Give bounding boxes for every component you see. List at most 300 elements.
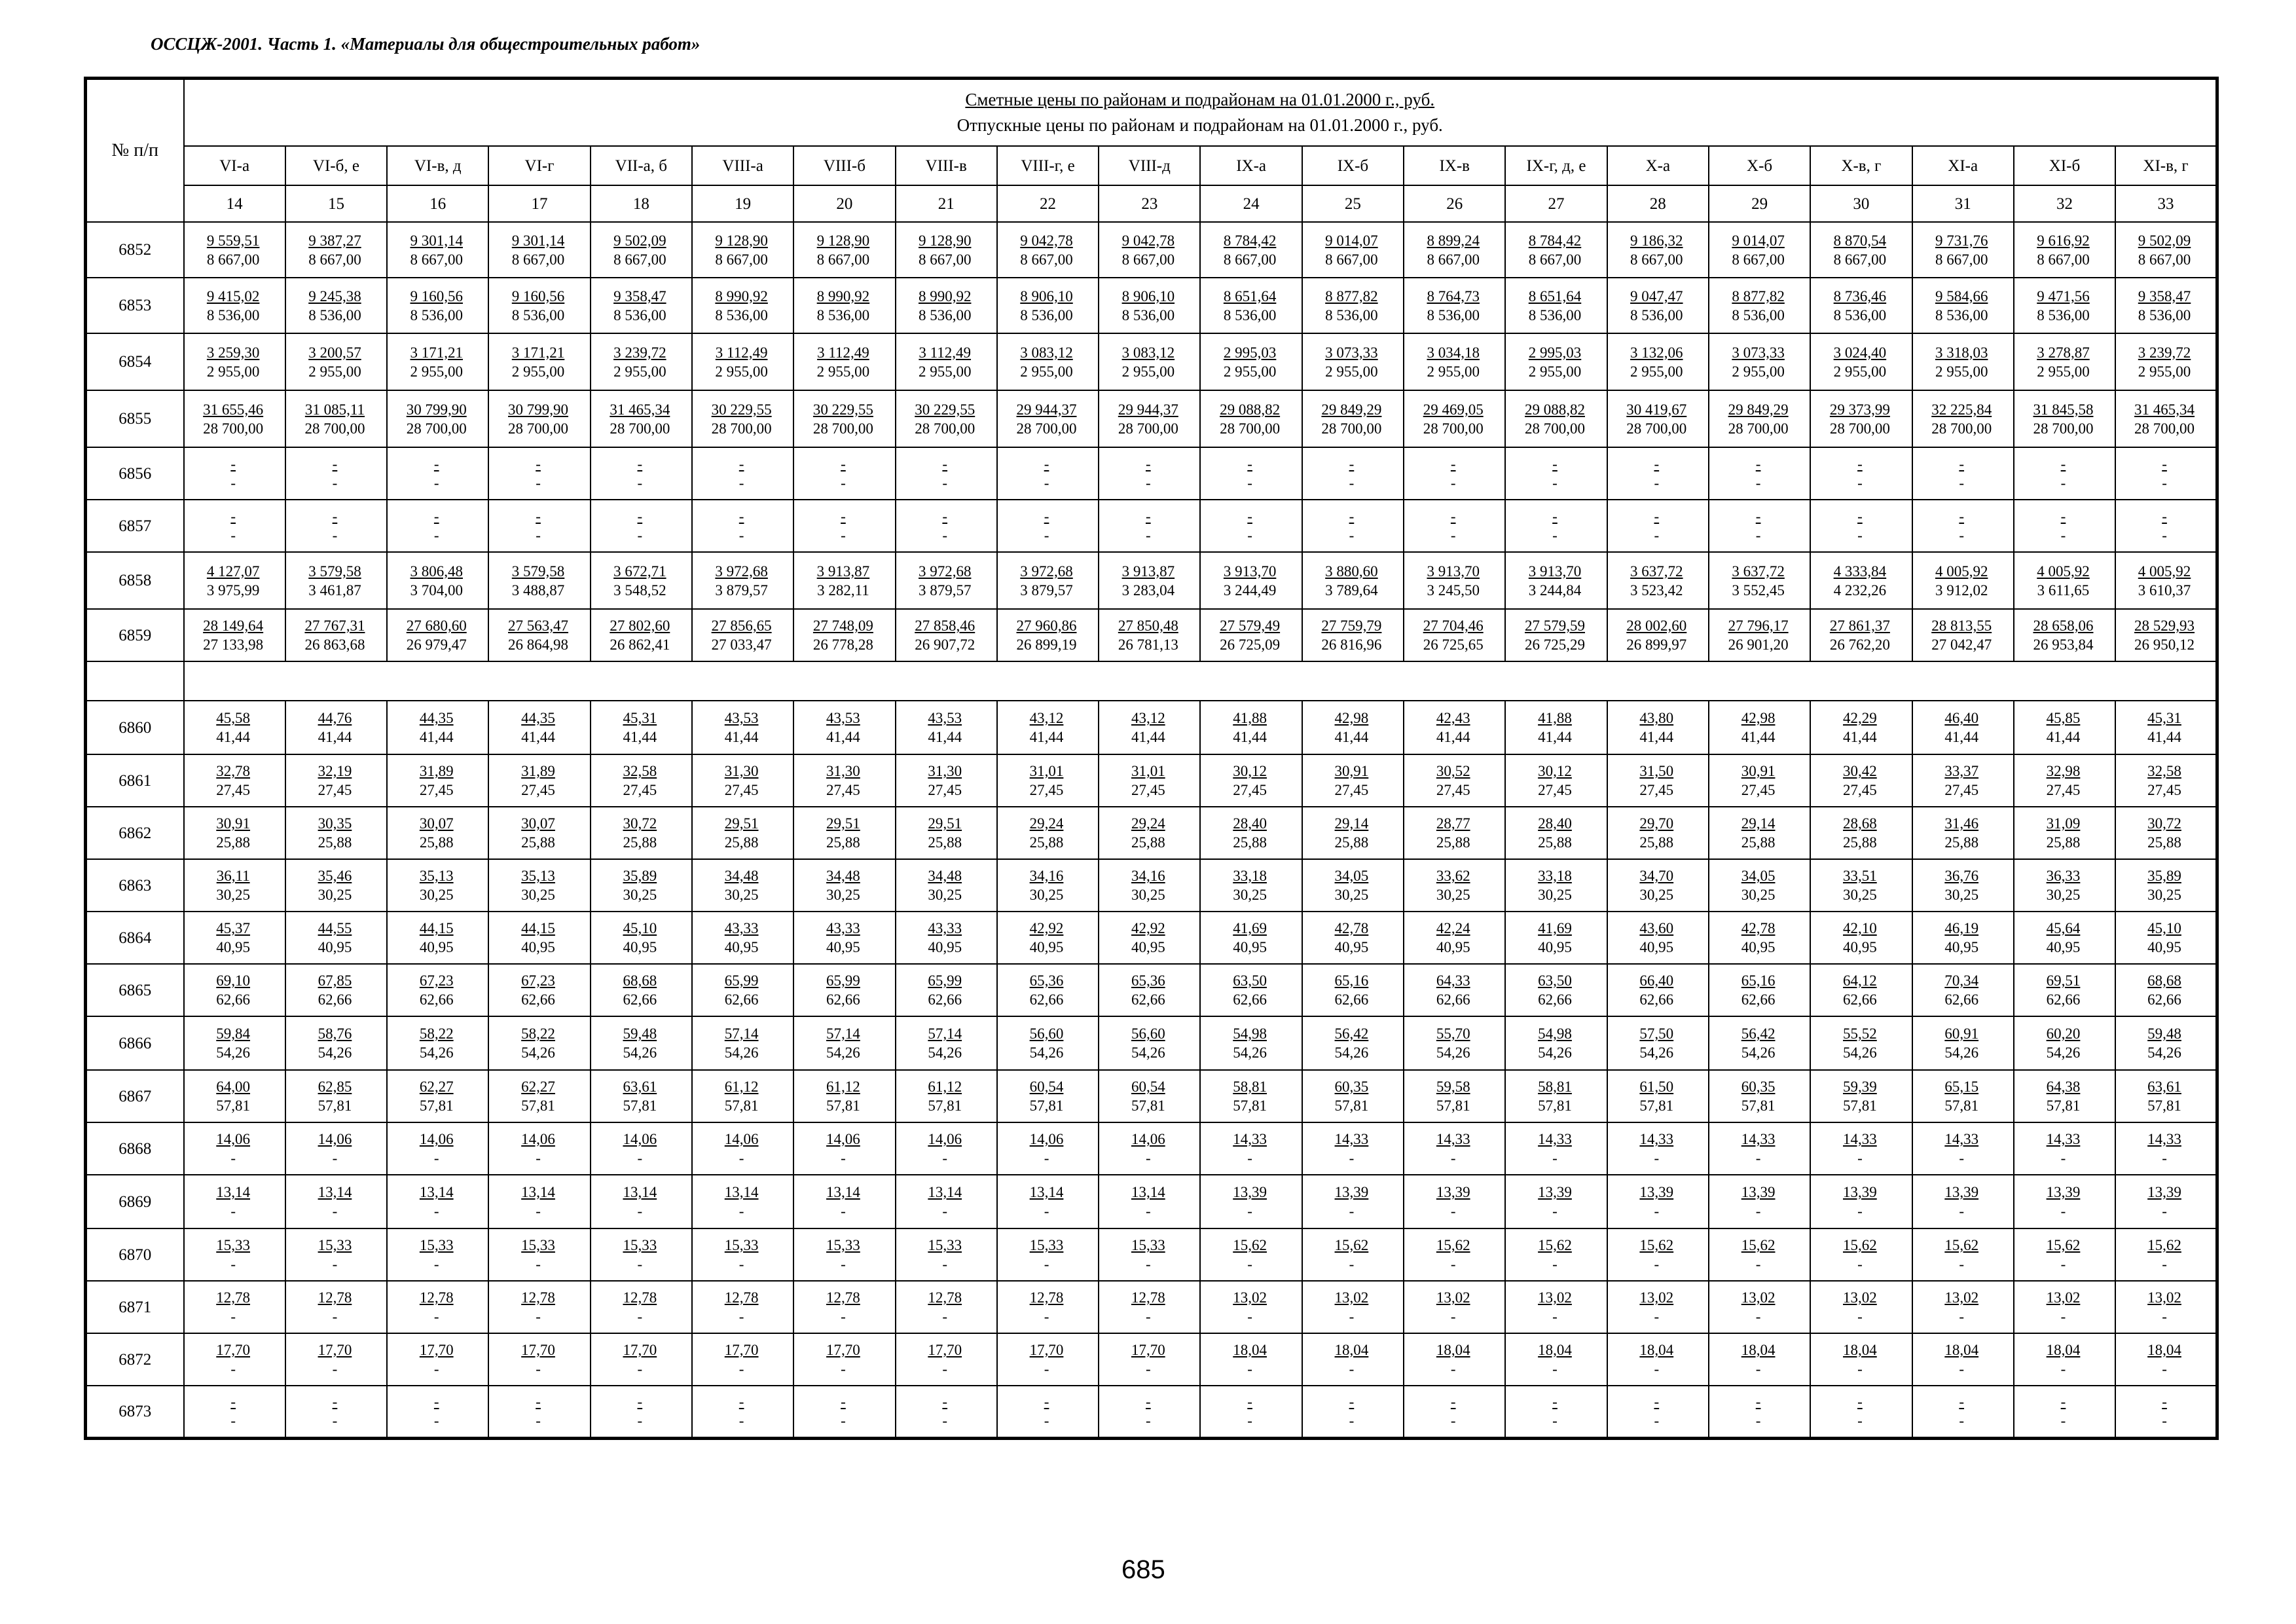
- price-cell: [1810, 278, 1912, 333]
- price-cell: [1302, 447, 1404, 500]
- estimate-price: 43,53: [928, 710, 962, 726]
- price-cell: [1709, 552, 1810, 609]
- zone-header: XI-а: [1912, 146, 2014, 185]
- price-cell: [1099, 390, 1200, 447]
- zone-header: XI-в, г: [2115, 146, 2217, 185]
- estimate-price: -: [738, 456, 744, 472]
- price-cell: [692, 754, 793, 807]
- release-price: -: [1349, 1361, 1355, 1377]
- estimate-price: -: [1654, 456, 1660, 472]
- price-cell: [1302, 1281, 1404, 1333]
- price-cell: [793, 552, 895, 609]
- estimate-price: 3 083,12: [1020, 344, 1073, 361]
- price-cell: [793, 278, 895, 333]
- price-cell: [1810, 964, 1912, 1016]
- price-cell: [285, 912, 387, 964]
- estimate-price: 27 748,09: [812, 618, 873, 634]
- estimate-price: 9 616,92: [2037, 232, 2090, 249]
- price-cell: [285, 333, 387, 390]
- price-cell: [692, 390, 793, 447]
- release-price: 57,81: [1029, 1098, 1064, 1114]
- price-cell: [896, 1228, 997, 1281]
- estimate-price: -: [942, 508, 948, 525]
- estimate-price: 29,51: [724, 815, 759, 832]
- release-price: 41,44: [724, 729, 759, 745]
- release-price: 8 667,00: [1223, 251, 1277, 268]
- price-cell: [896, 964, 997, 1016]
- price-cell: [488, 1070, 590, 1122]
- price-cell: [1200, 390, 1302, 447]
- estimate-price: -: [332, 508, 338, 525]
- release-price: 26 953,84: [2033, 637, 2094, 653]
- estimate-price: 28 658,06: [2033, 618, 2094, 634]
- estimate-price: 18,04: [1944, 1342, 1979, 1358]
- release-price: 41,44: [1843, 729, 1877, 745]
- price-cell: [997, 1228, 1099, 1281]
- estimate-price: 3 112,49: [715, 344, 768, 361]
- release-price: 28 700,00: [1829, 420, 1890, 437]
- estimate-price: 15,62: [1639, 1237, 1674, 1253]
- estimate-price: 3 913,70: [1528, 563, 1582, 580]
- release-price: 28 700,00: [1525, 420, 1585, 437]
- price-cell: [591, 807, 692, 859]
- price-cell: [488, 859, 590, 912]
- release-price: -: [1450, 1361, 1456, 1377]
- release-price: -: [332, 1308, 338, 1325]
- release-price: -: [942, 1203, 948, 1219]
- release-price: -: [1755, 1203, 1761, 1219]
- estimate-price: 29 849,29: [1321, 401, 1382, 418]
- release-price: -: [841, 1150, 846, 1166]
- row-number: 6860: [86, 701, 184, 754]
- estimate-price: 13,14: [419, 1184, 454, 1200]
- release-price: 62,66: [826, 991, 860, 1008]
- release-price: -: [1755, 1361, 1761, 1377]
- release-price: -: [1349, 527, 1355, 544]
- release-price: -: [332, 1412, 338, 1430]
- release-price: 30,25: [1131, 887, 1165, 903]
- price-cell: [591, 447, 692, 500]
- price-cell: [1099, 447, 1200, 500]
- estimate-price: 17,70: [216, 1342, 251, 1358]
- estimate-price: 33,62: [1436, 868, 1470, 884]
- release-price: 62,66: [1538, 991, 1572, 1008]
- price-cell: [1200, 964, 1302, 1016]
- price-cell: [387, 1333, 488, 1386]
- price-cell: [997, 964, 1099, 1016]
- price-cell: [591, 552, 692, 609]
- estimate-price: 45,31: [2147, 710, 2181, 726]
- release-price: -: [1959, 1203, 1965, 1219]
- release-price: -: [1450, 1150, 1456, 1166]
- release-price: 41,44: [216, 729, 251, 745]
- release-price: 27,45: [1029, 782, 1064, 798]
- price-cell: [1810, 1281, 1912, 1333]
- price-cell: [1912, 912, 2014, 964]
- estimate-price: 3 200,57: [308, 344, 361, 361]
- estimate-price: 30,42: [1843, 763, 1877, 779]
- column-number: 28: [1607, 185, 1709, 222]
- estimate-price: 46,19: [1944, 920, 1979, 936]
- price-cell: [1912, 1281, 2014, 1333]
- table-row: [86, 1122, 2217, 1175]
- release-price: 25,88: [928, 834, 962, 851]
- estimate-price: 9 160,56: [410, 287, 463, 304]
- release-price: 3 789,64: [1325, 581, 1378, 599]
- price-cell: [692, 1281, 793, 1333]
- zone-header: XI-б: [2014, 146, 2115, 185]
- estimate-price: 9 387,27: [308, 232, 361, 249]
- release-price: 40,95: [826, 939, 860, 955]
- release-price: 25,88: [216, 834, 251, 851]
- estimate-price: 62,85: [318, 1079, 352, 1095]
- release-price: -: [1247, 1412, 1252, 1430]
- price-cell: [1810, 390, 1912, 447]
- price-cell: [1709, 278, 1810, 333]
- price-cell: [1302, 1333, 1404, 1386]
- price-cell: [1810, 1175, 1912, 1228]
- estimate-price: 27 856,65: [711, 618, 772, 634]
- price-cell: [1505, 754, 1607, 807]
- release-price: -: [433, 1361, 439, 1377]
- release-price: -: [2162, 1203, 2167, 1219]
- estimate-price: 28 149,64: [203, 618, 264, 634]
- release-price: -: [433, 527, 439, 544]
- column-number: 18: [591, 185, 692, 222]
- zone-header: VI-а: [184, 146, 285, 185]
- release-price: -: [332, 1256, 338, 1272]
- release-price: 40,95: [521, 939, 555, 955]
- release-price: 2 955,00: [1020, 363, 1073, 380]
- price-cell: [184, 1228, 285, 1281]
- price-cell: [1709, 333, 1810, 390]
- estimate-price: 29,51: [928, 815, 962, 832]
- price-cell: [591, 1386, 692, 1438]
- release-price: -: [433, 1308, 439, 1325]
- estimate-price: 30 229,55: [915, 401, 975, 418]
- release-price: -: [1552, 475, 1558, 491]
- release-price: -: [2060, 1308, 2066, 1325]
- price-cell: [387, 1122, 488, 1175]
- price-cell: [488, 701, 590, 754]
- release-price: 28 700,00: [812, 420, 873, 437]
- release-price: 3 282,11: [817, 581, 869, 599]
- estimate-price: 68,68: [623, 972, 657, 989]
- price-cell: [1099, 333, 1200, 390]
- column-number: 26: [1404, 185, 1505, 222]
- estimate-price: 34,05: [1334, 868, 1369, 884]
- estimate-price: 9 415,02: [206, 287, 260, 304]
- estimate-price: 29,24: [1029, 815, 1064, 832]
- row-number: 6862: [86, 807, 184, 859]
- table-row: [86, 1070, 2217, 1122]
- zone-header: VI-г: [488, 146, 590, 185]
- estimate-price: 60,91: [1944, 1025, 1979, 1042]
- release-price: 8 536,00: [1732, 306, 1785, 323]
- price-cell: [1912, 609, 2014, 661]
- price-cell: [2115, 859, 2217, 912]
- price-cell: [1404, 1228, 1505, 1281]
- estimate-price: 28,40: [1233, 815, 1267, 832]
- estimate-price: 9 502,09: [2138, 232, 2191, 249]
- estimate-price: 43,12: [1029, 710, 1064, 726]
- estimate-price: 8 906,10: [1121, 287, 1175, 304]
- price-cell: [793, 701, 895, 754]
- estimate-price: 31,01: [1131, 763, 1165, 779]
- price-cell: [793, 500, 895, 552]
- estimate-price: 43,33: [724, 920, 759, 936]
- price-cell: [997, 333, 1099, 390]
- release-price: 27,45: [1843, 782, 1877, 798]
- column-number: 15: [285, 185, 387, 222]
- release-price: 30,25: [216, 887, 251, 903]
- price-cell: [591, 1228, 692, 1281]
- price-cell: [1505, 609, 1607, 661]
- price-cell: [387, 1386, 488, 1438]
- estimate-price: 58,81: [1233, 1079, 1267, 1095]
- price-cell: [1200, 1281, 1302, 1333]
- release-price: -: [230, 1412, 236, 1430]
- estimate-price: 65,99: [724, 972, 759, 989]
- price-cell: [488, 1175, 590, 1228]
- release-price: -: [841, 1203, 846, 1219]
- estimate-price: 13,39: [1334, 1184, 1369, 1200]
- price-cell: [387, 609, 488, 661]
- price-cell: [692, 964, 793, 1016]
- title-estimate-prices: Сметные цены по районам и подрайонам на 01.01.2000 г., руб.: [965, 90, 1435, 109]
- price-cell: [591, 754, 692, 807]
- estimate-price: 31,09: [2046, 815, 2081, 832]
- estimate-price: -: [738, 508, 744, 525]
- estimate-price: 65,15: [1944, 1079, 1979, 1095]
- release-price: 57,81: [1436, 1098, 1470, 1114]
- price-cell: [2014, 222, 2115, 278]
- release-price: 8 667,00: [1630, 251, 1683, 268]
- release-price: 25,88: [2147, 834, 2181, 851]
- release-price: 27,45: [2046, 782, 2081, 798]
- price-cell: [1200, 1016, 1302, 1070]
- table-row: [86, 390, 2217, 447]
- price-cell: [488, 1333, 590, 1386]
- release-price: 62,66: [623, 991, 657, 1008]
- estimate-price: 4 005,92: [1935, 563, 1988, 580]
- estimate-price: 9 014,07: [1732, 232, 1785, 249]
- release-price: 28 700,00: [1423, 420, 1484, 437]
- release-price: -: [1857, 1203, 1863, 1219]
- release-price: -: [1654, 1361, 1660, 1377]
- release-price: 57,81: [826, 1098, 860, 1114]
- estimate-price: 13,14: [1029, 1184, 1064, 1200]
- price-cell: [2115, 390, 2217, 447]
- estimate-price: 27 704,46: [1423, 618, 1484, 634]
- release-price: -: [1044, 475, 1049, 491]
- estimate-price: 45,64: [2046, 920, 2081, 936]
- estimate-price: 9 160,56: [511, 287, 565, 304]
- release-price: 62,66: [216, 991, 251, 1008]
- release-price: 57,81: [1334, 1098, 1369, 1114]
- release-price: -: [2060, 1412, 2066, 1430]
- release-price: 57,81: [419, 1098, 454, 1114]
- estimate-price: 13,39: [2147, 1184, 2181, 1200]
- price-cell: [1302, 964, 1404, 1016]
- price-cell: [591, 964, 692, 1016]
- price-cell: [692, 552, 793, 609]
- estimate-price: 13,02: [1944, 1289, 1979, 1306]
- price-cell: [1912, 1333, 2014, 1386]
- estimate-price: 31,30: [724, 763, 759, 779]
- estimate-price: 68,68: [2147, 972, 2181, 989]
- price-cell: [1099, 859, 1200, 912]
- estimate-price: 31,89: [521, 763, 555, 779]
- release-price: 28 700,00: [1016, 420, 1077, 437]
- release-price: -: [1959, 475, 1965, 491]
- price-cell: [591, 222, 692, 278]
- price-cell: [1607, 278, 1709, 333]
- release-price: 30,25: [1538, 887, 1572, 903]
- title-release-prices: Отпускные цены по районам и подрайонам на 01.01.2000 г., руб.: [957, 115, 1443, 135]
- release-price: 40,95: [2147, 939, 2181, 955]
- price-cell: [896, 1281, 997, 1333]
- price-cell: [184, 912, 285, 964]
- estimate-price: 29,14: [1741, 815, 1776, 832]
- zone-header: VIII-д: [1099, 146, 1200, 185]
- estimate-price: 3 913,70: [1223, 563, 1277, 580]
- estimate-price: 30 419,67: [1626, 401, 1687, 418]
- estimate-price: 65,99: [928, 972, 962, 989]
- table-row: [86, 609, 2217, 661]
- estimate-price: 13,14: [724, 1184, 759, 1200]
- row-number: 6870: [86, 1228, 184, 1281]
- release-price: 8 667,00: [2037, 251, 2090, 268]
- release-price: 2 955,00: [410, 363, 463, 380]
- zone-header: VI-в, д: [387, 146, 488, 185]
- release-price: 26 907,72: [915, 637, 975, 653]
- zone-header-row: [86, 146, 2217, 185]
- price-cell: [1810, 1386, 1912, 1438]
- release-price: 8 536,00: [1833, 306, 1887, 323]
- estimate-price: -: [1145, 456, 1151, 472]
- price-cell: [793, 1333, 895, 1386]
- release-price: 26 862,41: [610, 637, 670, 653]
- estimate-price: 42,92: [1029, 920, 1064, 936]
- estimate-price: 62,27: [521, 1079, 555, 1095]
- release-price: -: [738, 1412, 744, 1430]
- release-price: -: [536, 1203, 541, 1219]
- zone-header: IX-в: [1404, 146, 1505, 185]
- price-cell: [1810, 552, 1912, 609]
- release-price: 40,95: [1029, 939, 1064, 955]
- estimate-price: 55,52: [1843, 1025, 1877, 1042]
- release-price: -: [1450, 527, 1456, 544]
- estimate-price: 17,70: [419, 1342, 454, 1358]
- release-price: -: [637, 475, 643, 491]
- estimate-price: 14,06: [521, 1131, 555, 1147]
- price-cell: [285, 609, 387, 661]
- price-cell: [184, 807, 285, 859]
- release-price: 57,81: [1233, 1098, 1267, 1114]
- estimate-price: 28 813,55: [1931, 618, 1992, 634]
- table-row: [86, 807, 2217, 859]
- release-price: -: [942, 527, 948, 544]
- price-cell: [285, 552, 387, 609]
- price-cell: [1912, 1386, 2014, 1438]
- estimate-price: 15,62: [1944, 1237, 1979, 1253]
- estimate-price: 8 784,42: [1223, 232, 1277, 249]
- table-row: [86, 1386, 2217, 1438]
- estimate-price: 14,33: [1233, 1131, 1267, 1147]
- estimate-price: 34,48: [826, 868, 860, 884]
- release-price: 25,88: [826, 834, 860, 851]
- release-price: -: [1959, 1256, 1965, 1272]
- table-row: [86, 222, 2217, 278]
- estimate-price: 3 073,33: [1325, 344, 1378, 361]
- price-cell: [1912, 1016, 2014, 1070]
- price-cell: [488, 807, 590, 859]
- release-price: 54,26: [1741, 1044, 1776, 1061]
- estimate-price: 8 906,10: [1020, 287, 1073, 304]
- release-price: -: [1349, 1203, 1355, 1219]
- price-cell: [1200, 701, 1302, 754]
- release-price: -: [1755, 1308, 1761, 1325]
- price-cell: [488, 964, 590, 1016]
- release-price: -: [1857, 527, 1863, 544]
- price-cell: [1200, 1070, 1302, 1122]
- estimate-price: 3 637,72: [1630, 563, 1683, 580]
- release-price: -: [637, 1203, 643, 1219]
- estimate-price: 59,58: [1436, 1079, 1470, 1095]
- estimate-price: 14,06: [419, 1131, 454, 1147]
- release-price: -: [1959, 1308, 1965, 1325]
- price-cell: [1302, 1175, 1404, 1228]
- release-price: -: [332, 527, 338, 544]
- release-price: -: [738, 527, 744, 544]
- estimate-price: 27 858,46: [915, 618, 975, 634]
- table-row: [86, 333, 2217, 390]
- estimate-price: 15,62: [1741, 1237, 1776, 1253]
- price-cell: [1810, 500, 1912, 552]
- release-price: 40,95: [318, 939, 352, 955]
- release-price: -: [1450, 475, 1456, 491]
- price-cell: [1099, 1386, 1200, 1438]
- price-cell: [896, 1333, 997, 1386]
- release-price: 62,66: [928, 991, 962, 1008]
- release-price: -: [536, 1308, 541, 1325]
- release-price: 54,26: [2046, 1044, 2081, 1061]
- estimate-price: -: [2162, 1393, 2167, 1411]
- table-row: [86, 701, 2217, 754]
- release-price: -: [841, 1308, 846, 1325]
- price-cell: [692, 278, 793, 333]
- release-price: -: [942, 475, 948, 491]
- release-price: 25,88: [1538, 834, 1572, 851]
- zone-header: VIII-а: [692, 146, 793, 185]
- estimate-price: 8 877,82: [1325, 287, 1378, 304]
- estimate-price: 14,06: [928, 1131, 962, 1147]
- price-cell: [1607, 609, 1709, 661]
- price-cell: [997, 222, 1099, 278]
- price-cell: [1302, 1016, 1404, 1070]
- price-cell: [1607, 1175, 1709, 1228]
- release-price: 8 667,00: [1935, 251, 1988, 268]
- estimate-price: 27 796,17: [1728, 618, 1789, 634]
- price-cell: [1404, 278, 1505, 333]
- estimate-price: 14,33: [1334, 1131, 1369, 1147]
- estimate-price: 32,58: [2147, 763, 2181, 779]
- release-price: 25,88: [623, 834, 657, 851]
- table-row: [86, 1228, 2217, 1281]
- column-number: 33: [2115, 185, 2217, 222]
- estimate-price: 12,78: [318, 1289, 352, 1306]
